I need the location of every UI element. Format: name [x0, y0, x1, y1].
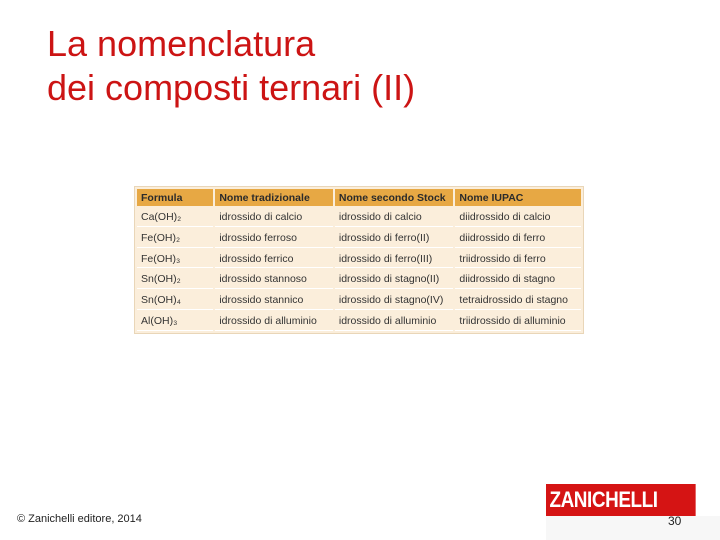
title-line-2: dei composti ternari (II) [47, 67, 416, 108]
header-traditional-name: Nome tradizionale [215, 189, 333, 206]
nomenclature-table [135, 187, 583, 333]
cell-stock: idrossido di ferro(II) [335, 229, 454, 248]
header-stock-name: Nome secondo Stock [335, 189, 454, 206]
table-row [137, 312, 581, 331]
cell-formula: Ca(OH)₂ [137, 208, 213, 227]
table-row [137, 208, 581, 227]
cell-traditional: idrossido stannico [215, 291, 333, 310]
slide-number: 30 [668, 514, 682, 528]
cell-stock: idrossido di calcio [335, 208, 454, 227]
footer-strip [546, 516, 720, 540]
cell-formula: Fe(OH)₂ [137, 229, 213, 248]
table-row [137, 270, 581, 289]
table-row [137, 229, 581, 248]
cell-traditional: idrossido ferrico [215, 250, 333, 269]
cell-formula: Sn(OH)₄ [137, 291, 213, 310]
table-header-row [137, 189, 581, 206]
copyright-notice: © Zanichelli editore, 2014 [17, 513, 142, 525]
cell-iupac: triidrossido di ferro [455, 250, 581, 269]
cell-stock: idrossido di ferro(III) [335, 250, 454, 269]
cell-stock: idrossido di stagno(IV) [335, 291, 454, 310]
header-iupac-name: Nome IUPAC [455, 189, 581, 206]
table-row [137, 291, 581, 310]
cell-formula: Al(OH)₃ [137, 312, 213, 331]
cell-iupac: triidrossido di alluminio [455, 312, 581, 331]
cell-iupac: diidrossido di calcio [455, 208, 581, 227]
title-line-1: La nomenclatura [47, 23, 316, 64]
cell-traditional: idrossido ferroso [215, 229, 333, 248]
header-formula: Formula [137, 189, 213, 206]
cell-iupac: tetraidrossido di stagno [455, 291, 581, 310]
cell-stock: idrossido di alluminio [335, 312, 454, 331]
cell-traditional: idrossido di calcio [215, 208, 333, 227]
slide-title [47, 22, 415, 110]
cell-iupac: diidrossido di stagno [455, 270, 581, 289]
cell-traditional: idrossido stannoso [215, 270, 333, 289]
cell-formula: Sn(OH)₂ [137, 270, 213, 289]
cell-traditional: idrossido di alluminio [215, 312, 333, 331]
cell-iupac: diidrossido di ferro [455, 229, 581, 248]
cell-formula: Fe(OH)₃ [137, 250, 213, 269]
cell-stock: idrossido di stagno(II) [335, 270, 454, 289]
zanichelli-logo: ZANICHELLI [546, 484, 696, 516]
nomenclature-table-container [134, 186, 584, 334]
table-row [137, 250, 581, 269]
